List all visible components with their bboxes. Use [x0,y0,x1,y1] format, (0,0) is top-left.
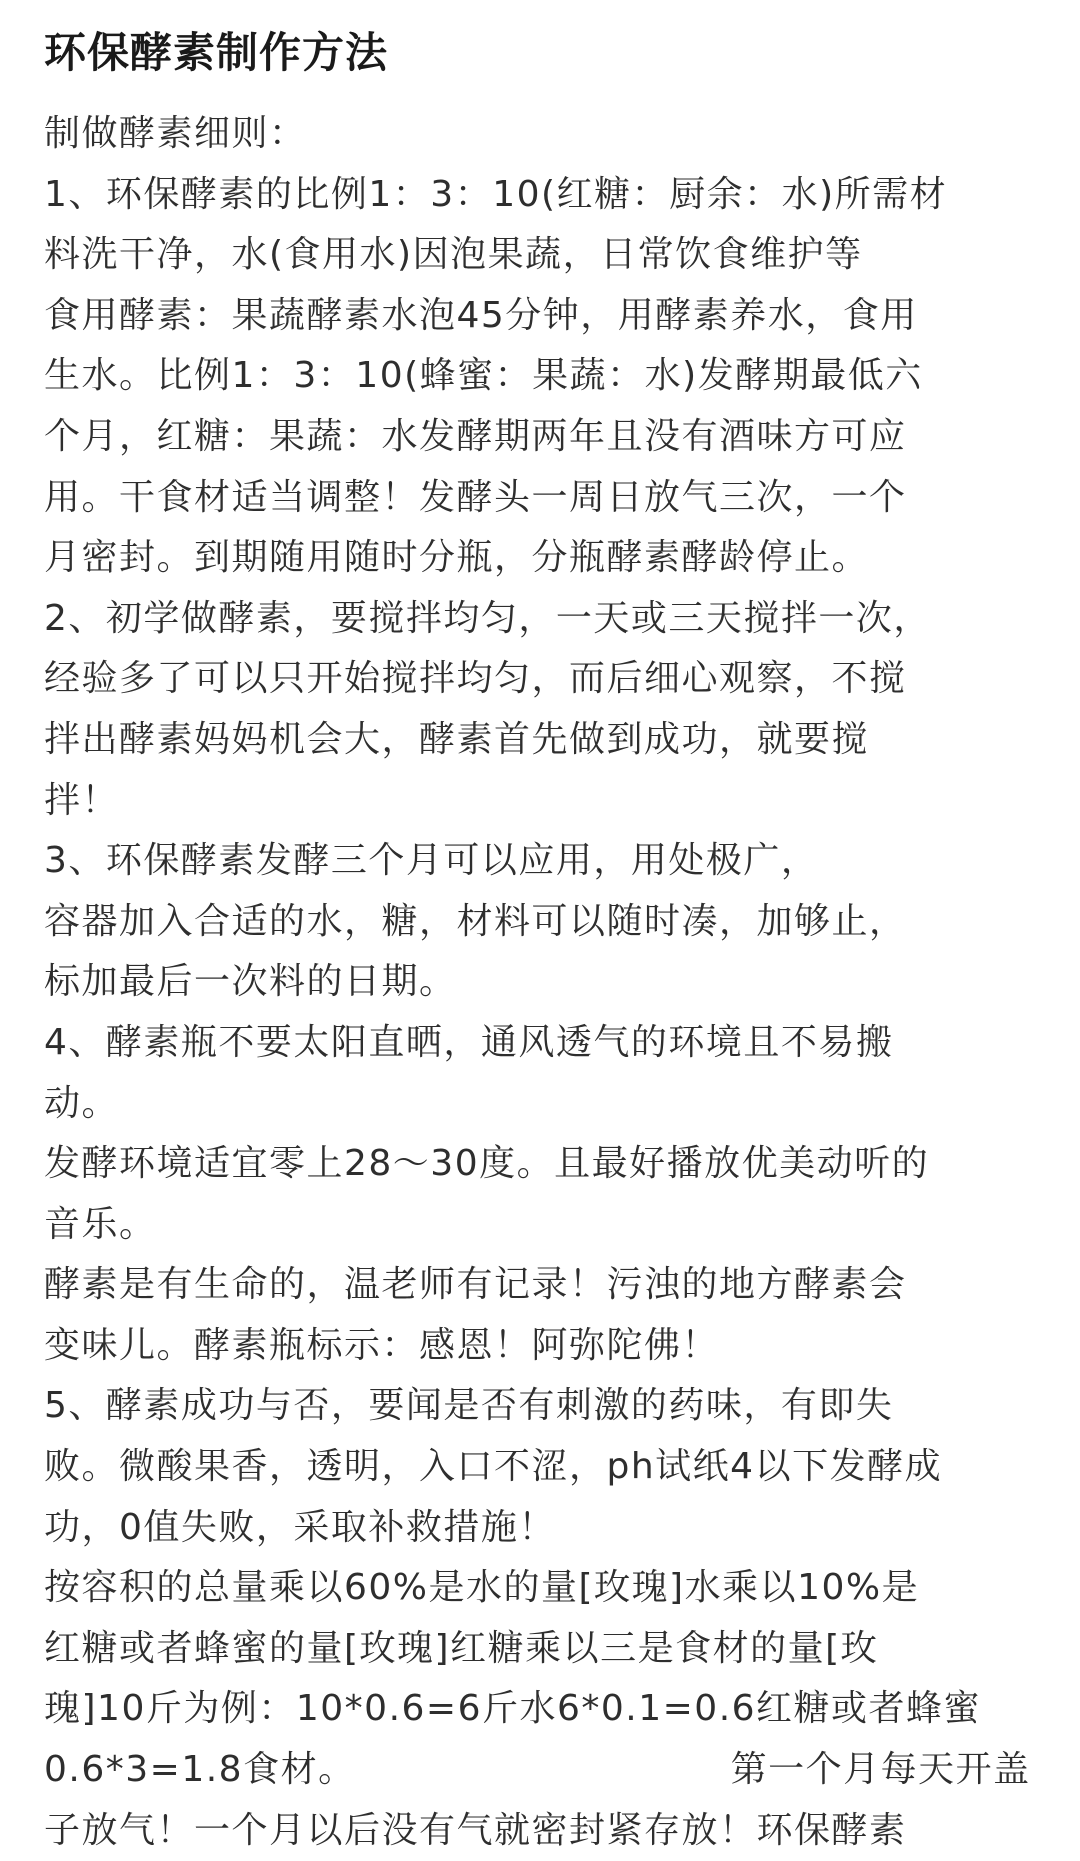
article-line: 败。微酸果香，透明，入口不涩，ph试纸4以下发酵成 [44,1446,943,1488]
article-line: 料洗干净，水(食用水)因泡果蔬，日常饮食维护等 [44,234,863,276]
article-line: 变味儿。酵素瓶标示：感恩！阿弥陀佛！ [44,1324,720,1366]
article-line: 功，0值失败，采取补救措施！ [44,1506,556,1548]
article-line: 4、酵素瓶不要太阳直晒，通风透气的环境且不易搬 [44,1021,894,1063]
article-line: 经验多了可以只开始搅拌均匀，而后细心观察，不搅 [44,658,907,700]
article-line: 1、环保酵素的比例1：3：10(红糖：厨余：水)所需材 [44,173,948,215]
article-line: 食用酵素：果蔬酵素水泡45分钟，用酵素养水，食用 [44,294,918,336]
article-line: 容器加入合适的水，糖，材料可以随时凑，加够止， [44,900,907,942]
article-line: 拌！ [44,779,120,821]
article-line: 3、环保酵素发酵三个月可以应用，用处极广， [44,840,819,882]
article-line: 5、酵素成功与否，要闻是否有刺激的药味，有即失 [44,1385,894,1427]
article-line [44,1740,1052,1801]
article-line-left: 0.6*3=1.8食材。 [44,1749,356,1791]
article-line: 按容积的总量乘以60%是水的量[玫瑰]水乘以10%是 [44,1567,920,1609]
article-line: 音乐。 [44,1203,157,1245]
article-line: 动。 [44,1082,120,1124]
article-line-right: 第一个月每天开盖 [730,1749,1031,1791]
article-line: 酵素是有生命的，温老师有记录！污浊的地方酵素会 [44,1264,907,1306]
article-line: 用。干食材适当调整！发酵头一周日放气三次，一个 [44,476,907,518]
article-line: 标加最后一次料的日期。 [44,961,457,1003]
article-line: 发酵环境适宜零上28～30度。且最好播放优美动听的 [44,1143,930,1185]
article-line: 瑰]10斤为例：10*0.6=6斤水6*0.1=0.6红糖或者蜂蜜 [44,1688,982,1730]
article-line: 2、初学做酵素，要搅拌均匀，一天或三天搅拌一次， [44,597,931,639]
article-line: 个月，红糖：果蔬：水发酵期两年且没有酒味方可应 [44,415,907,457]
article-line: 制做酵素细则： [44,113,307,154]
article-line: 子放气！一个月以后没有气就密封紧存放！环保酵素 [44,1809,907,1851]
article-title: 环保酵素制作方法 [44,28,389,77]
article-line: 月密封。到期随用随时分瓶，分瓶酵素酵龄停止。 [44,537,870,579]
article-line: 红糖或者蜂蜜的量[玫瑰]红糖乘以三是食材的量[玫 [44,1627,879,1669]
article-line: 拌出酵素妈妈机会大，酵素首先做到成功，就要搅 [44,718,870,760]
article-line: 生水。比例1：3：10(蜂蜜：果蔬：水)发酵期最低六 [44,355,923,397]
